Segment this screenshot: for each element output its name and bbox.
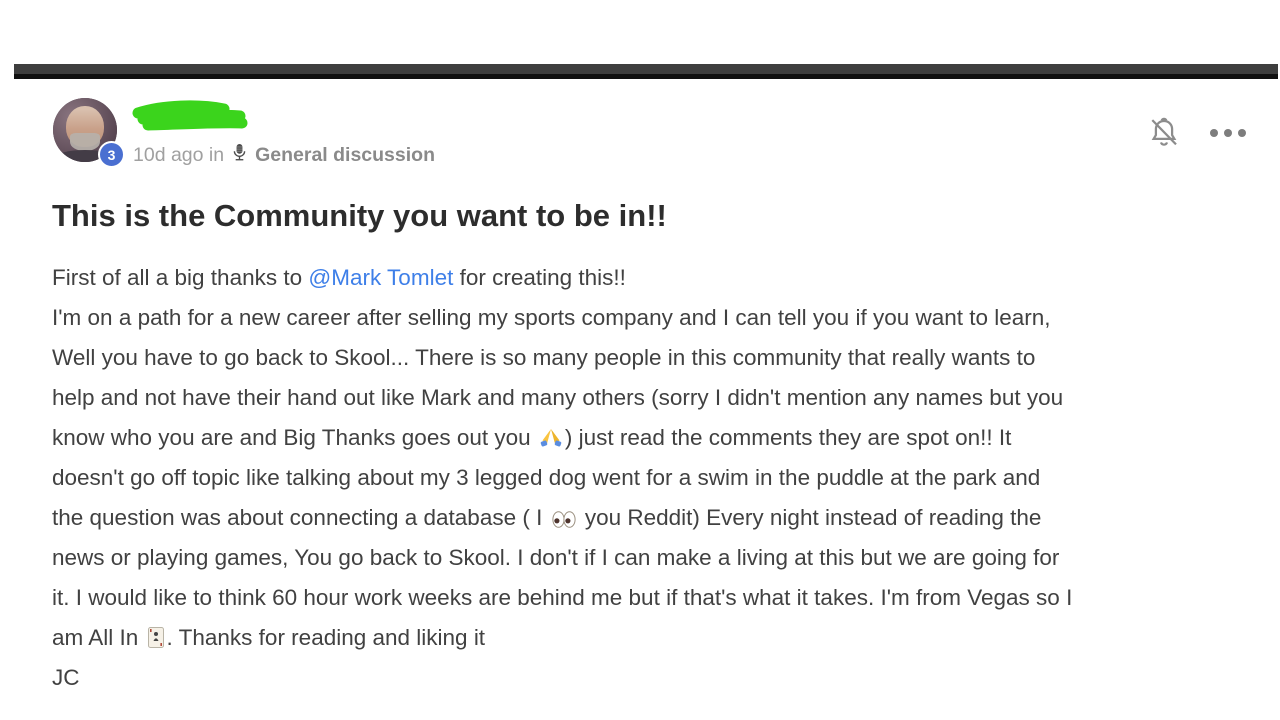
post-body-line: am All In . Thanks for reading and liking it: [52, 618, 1262, 658]
level-badge: 3: [98, 141, 125, 168]
top-divider-bar: [14, 64, 1278, 79]
post-body-line: it. I would like to think 60 hour work weeks are behind me but if that's what it takes. I'm from Vegas so I: [52, 585, 1073, 610]
notifications-off-icon[interactable]: [1146, 115, 1182, 151]
post-body-line: know who you are and Big Thanks goes out you ) just read the comments they are spot on!! It: [52, 418, 1262, 458]
post-meta: [133, 143, 435, 167]
folded-hands-emoji: [540, 421, 562, 461]
post-title: This is the Community you want to be in!!: [52, 198, 667, 233]
post-body-line: JC: [52, 665, 80, 690]
redacted-username-scribble: [128, 99, 256, 139]
eyes-emoji: [552, 501, 576, 541]
post-body-line: help and not have their hand out like Mark and many others (sorry I didn't mention any names but you: [52, 385, 1064, 410]
post-body-line: the question was about connecting a database ( I you Reddit) Every night instead of reading the: [52, 498, 1262, 538]
mention-link[interactable]: @Mark Tomlet: [308, 265, 454, 290]
joker-card-emoji: [148, 621, 164, 661]
post-category[interactable]: General discussion: [255, 143, 435, 166]
avatar-photo-beard: [70, 133, 99, 151]
post-body-line: news or playing games, You go back to Skool. I don't if I can make a living at this but we are going for: [52, 545, 1060, 570]
post-body-line: First of all a big thanks to @Mark Tomlet for creating this!!: [52, 265, 626, 290]
post-body-line: I'm on a path for a new career after selling my sports company and I can tell you if you want to learn,: [52, 305, 1051, 330]
post-body-line: Well you have to go back to Skool... There is so many people in this community that really wants to: [52, 345, 1036, 370]
more-options-icon[interactable]: [1209, 128, 1251, 138]
post-body: [52, 258, 1262, 698]
post-body-line: doesn't go off topic like talking about my 3 legged dog went for a swim in the puddle at the park and: [52, 465, 1041, 490]
post-timestamp: 10d ago in: [133, 143, 225, 166]
studio-mic-icon: [231, 143, 248, 168]
